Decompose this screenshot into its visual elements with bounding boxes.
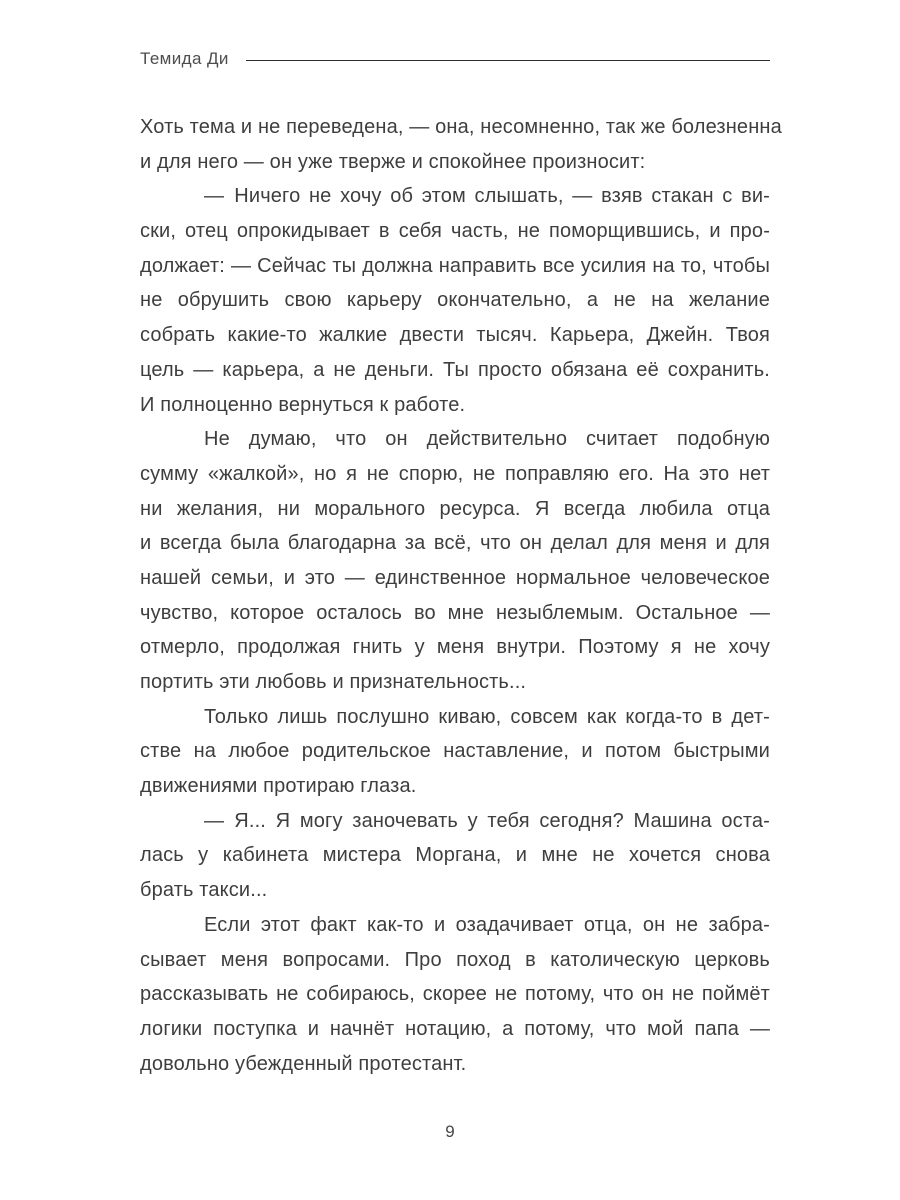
text-line: должает: — Сейчас ты должна направить все усилия на то, чтобы <box>140 254 770 277</box>
text-line: не обрушить свою карьеру окончательно, а не на желание <box>140 289 770 312</box>
text-line: движениями протираю глаза. <box>140 775 417 798</box>
text-line: Хоть тема и не переведена, — она, несомненно, так же болезненна <box>140 116 782 138</box>
text-line: ски, отец опрокидывает в себя часть, не поморщившись, и про- <box>140 220 770 243</box>
text-line: Если этот факт как-то и озадачивает отца, он не забра- <box>204 913 770 936</box>
text-line: — Я... Я могу заночевать у тебя сегодня? Машина оста- <box>204 809 770 832</box>
text-line: собрать какие-то жалкие двести тысяч. Карьера, Джейн. Твоя <box>140 324 770 347</box>
text-line: Только лишь послушно киваю, совсем как когда-то в дет- <box>204 705 770 728</box>
text-line: цель — карьера, а не деньги. Ты просто обязана её сохранить. <box>140 358 770 381</box>
text-line: и для него — он уже тверже и спокойнее произносит: <box>140 150 646 173</box>
text-line: брать такси... <box>140 879 268 902</box>
page-footer <box>0 1122 900 1142</box>
text-line: стве на любое родительское наставление, и потом быстрыми <box>140 740 770 763</box>
text-line: Не думаю, что он действительно считает подобную <box>204 428 770 451</box>
text-line: ни желания, ни морального ресурса. Я всегда любила отца <box>140 497 770 520</box>
text-line: довольно убежденный протестант. <box>140 1052 467 1075</box>
text-line: логики поступка и начнёт нотацию, а потому, что мой папа — <box>140 1017 770 1040</box>
text-line: и всегда была благодарна за всё, что он делал для меня и для <box>140 532 770 555</box>
text-line: — Ничего не хочу об этом слышать, — взяв стакан с ви- <box>204 185 770 208</box>
text-line: рассказывать не собираюсь, скорее не потому, что он не поймёт <box>140 983 770 1006</box>
text-line: отмерло, продолжая гнить у меня внутри. Поэтому я не хочу <box>140 636 770 659</box>
text-line: чувство, которое осталось во мне незыблемым. Остальное — <box>140 601 770 624</box>
author-name: Темида Ди <box>140 49 229 68</box>
text-line: лась у кабинета мистера Моргана, и мне не хочется снова <box>140 844 770 867</box>
page-body <box>140 110 782 1081</box>
page-header <box>140 46 770 72</box>
text-line: портить эти любовь и признательность... <box>140 671 527 693</box>
text-line: сумму «жалкой», но я не спорю, не поправляю его. На это нет <box>140 462 770 485</box>
text-line: нашей семьи, и это — единственное нормальное человеческое <box>140 566 770 589</box>
page-number: 9 <box>445 1122 455 1141</box>
header-rule <box>246 60 770 61</box>
text-line: сывает меня вопросами. Про поход в католическую церковь <box>140 948 770 971</box>
text-line: И полноценно вернуться к работе. <box>140 393 466 416</box>
